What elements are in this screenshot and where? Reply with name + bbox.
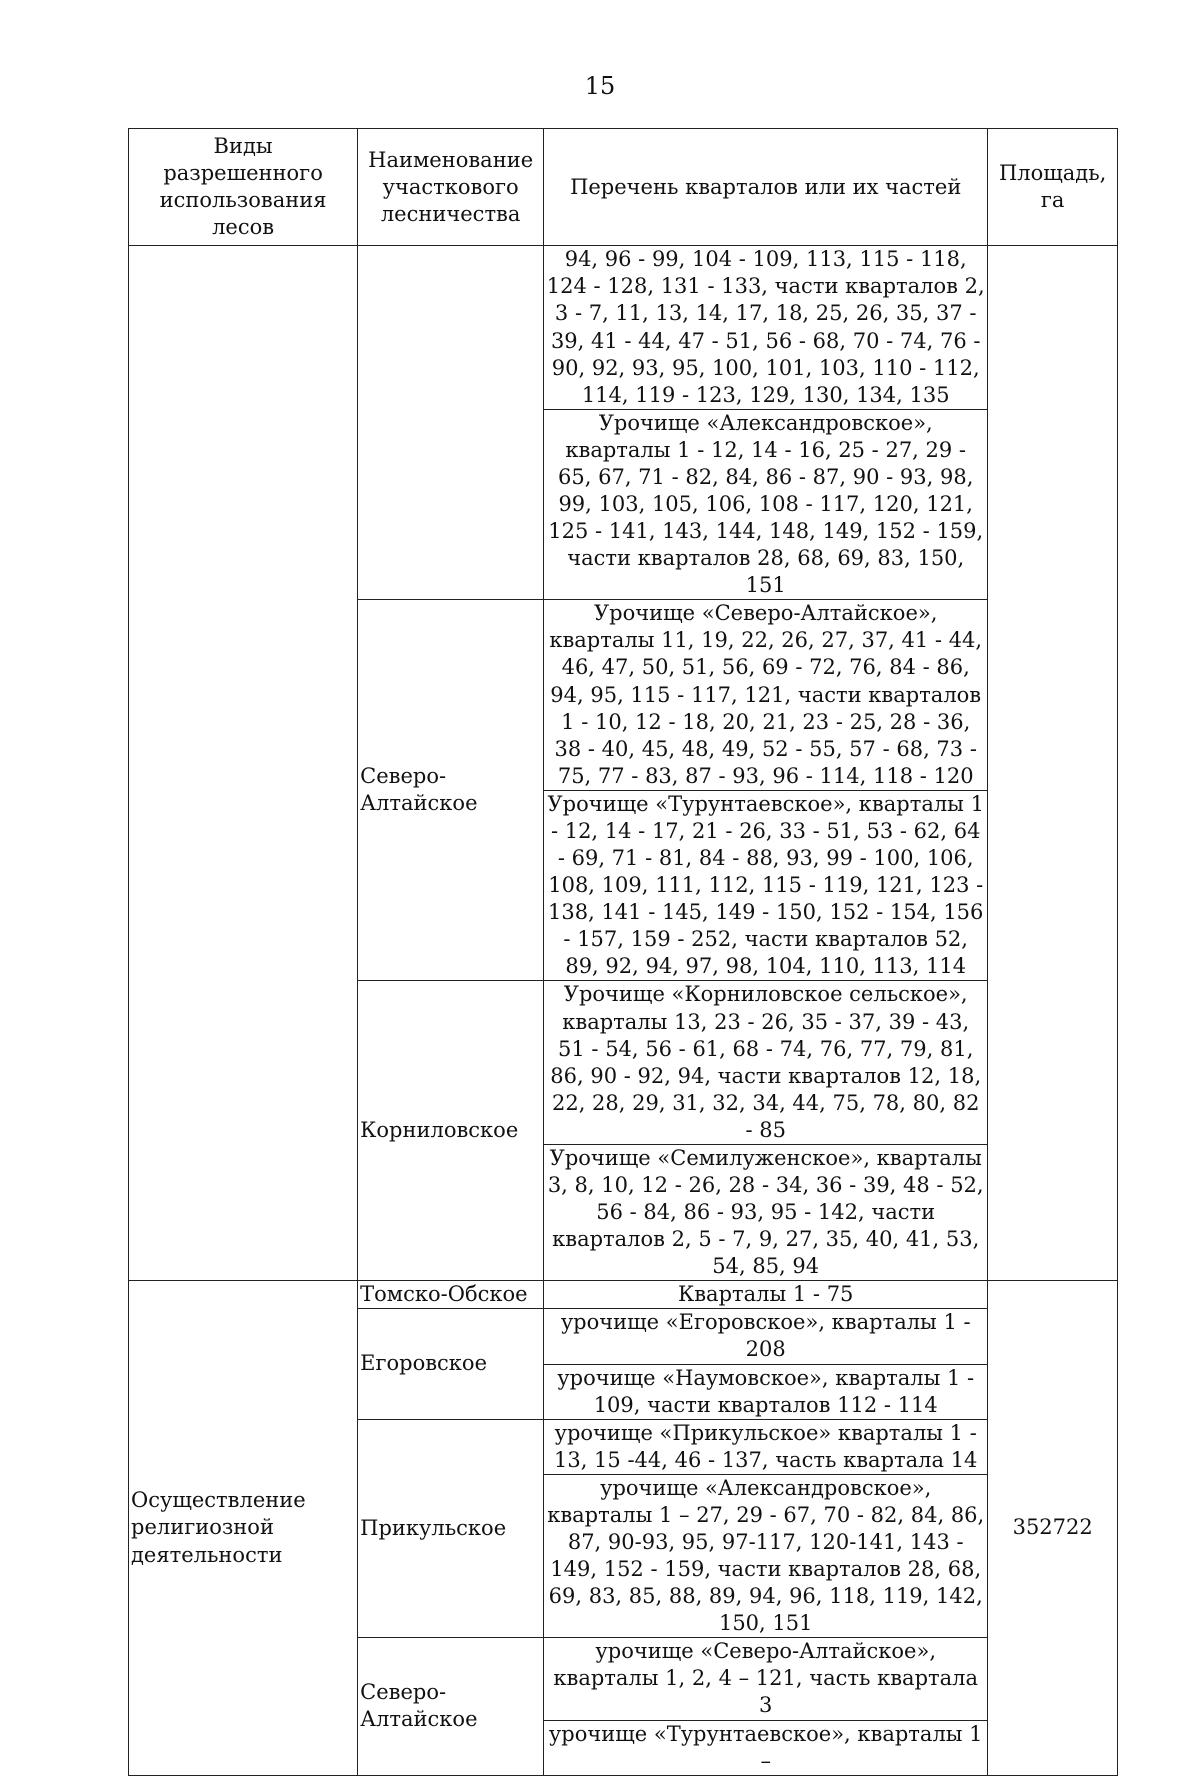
quarters-cell: урочище «Северо-Алтайское», кварталы 1, 2, 4 – 121, часть квартала 3 [544, 1638, 988, 1720]
table-header-row [129, 129, 1118, 246]
use-type-cell: Осуществление религиозной деятельности [129, 1281, 358, 1775]
forestry-cell [358, 246, 544, 600]
forestry-cell: Прикульское [358, 1419, 544, 1638]
forestry-cell: Егоровское [358, 1309, 544, 1419]
area-cell [988, 246, 1118, 1281]
quarters-cell: 94, 96 - 99, 104 - 109, 113, 115 - 118, 124 - 128, 131 - 133, части кварталов 2, 3 - 7, 11, 13, 14, 17, 18, 25, 26, 35, 37 - 39, 41 - 44, 47 - 51, 56 - 68, 70 - 74, 76 - 90, 92, 93, 95, 100, 101, 103, 110 - 112, 114, 119 - 123, 129, 130, 134, 135 [544, 246, 988, 409]
header-use-type: Виды разрешенного использования лесов [129, 129, 358, 246]
header-area: Площадь, га [988, 129, 1118, 246]
table-row [129, 246, 1118, 409]
quarters-cell: урочище «Александровское», кварталы 1 – 27, 29 - 67, 70 - 82, 84, 86, 87, 90-93, 95, 97-117, 120-141, 143 - 149, 152 - 159, части кварталов 28, 68, 69, 83, 85, 88, 89, 94, 96, 118, 119, 142, 150, 151 [544, 1474, 988, 1637]
forestry-cell: Томско-Обское [358, 1281, 544, 1309]
quarters-cell: Урочище «Семилуженское», кварталы 3, 8, 10, 12 - 26, 28 - 34, 36 - 39, 48 - 52, 56 - 84, 86 - 93, 95 - 142, части кварталов 2, 5 - 7, 9, 27, 35, 40, 41, 53, 54, 85, 94 [544, 1144, 988, 1280]
quarters-cell: Урочище «Северо-Алтайское», кварталы 11, 19, 22, 26, 27, 37, 41 - 44, 46, 47, 50, 51, 56, 69 - 72, 76, 84 - 86, 94, 95, 115 - 117, 121, части кварталов 1 - 10, 12 - 18, 20, 21, 23 - 25, 28 - 36, 38 - 40, 45, 48, 49, 52 - 55, 57 - 68, 73 - 75, 77 - 83, 87 - 93, 96 - 114, 118 - 120 [544, 600, 988, 791]
forestry-cell: Северо-Алтайское [358, 1638, 544, 1775]
quarters-cell: урочище «Наумовское», кварталы 1 - 109, части кварталов 112 - 114 [544, 1364, 988, 1419]
quarters-cell: урочище «Турунтаевское», кварталы 1 – [544, 1720, 988, 1775]
forest-quarters-table [128, 128, 1118, 1776]
header-forestry-name: Наименование участкового лесничества [358, 129, 544, 246]
quarters-cell: Урочище «Корниловское сельское», кварталы 13, 23 - 26, 35 - 37, 39 - 43, 51 - 54, 56 - 61, 68 - 74, 76, 77, 79, 81, 86, 90 - 92, 94, части кварталов 12, 18, 22, 28, 29, 31, 32, 34, 44, 75, 78, 80, 82 - 85 [544, 981, 988, 1144]
forestry-cell: Корниловское [358, 981, 544, 1281]
quarters-cell: Урочище «Турунтаевское», кварталы 1 - 12, 14 - 17, 21 - 26, 33 - 51, 53 - 62, 64 - 69, 71 - 81, 84 - 88, 93, 99 - 100, 106, 108, 109, 111, 112, 115 - 119, 121, 123 - 138, 141 - 145, 149 - 150, 152 - 154, 156 - 157, 159 - 252, части кварталов 52, 89, 92, 94, 97, 98, 104, 110, 113, 114 [544, 790, 988, 981]
table-row [129, 1281, 1118, 1309]
quarters-cell: урочище «Егоровское», кварталы 1 - 208 [544, 1309, 988, 1364]
forestry-cell: Северо-Алтайское [358, 600, 544, 981]
page-number: 15 [584, 72, 616, 100]
quarters-cell: Урочище «Александровское», кварталы 1 - 12, 14 - 16, 25 - 27, 29 - 65, 67, 71 - 82, 84, 86 - 87, 90 - 93, 98, 99, 103, 105, 106, 108 - 117, 120, 121, 125 - 141, 143, 144, 148, 149, 152 - 159, части кварталов 28, 68, 69, 83, 150, 151 [544, 409, 988, 600]
use-type-cell [129, 246, 358, 1281]
quarters-cell: урочище «Прикульское» кварталы 1 - 13, 15 -44, 46 - 137, часть квартала 14 [544, 1419, 988, 1474]
header-quarters-list: Перечень кварталов или их частей [544, 129, 988, 246]
area-cell: 352722 [988, 1281, 1118, 1775]
quarters-cell: Кварталы 1 - 75 [544, 1281, 988, 1309]
